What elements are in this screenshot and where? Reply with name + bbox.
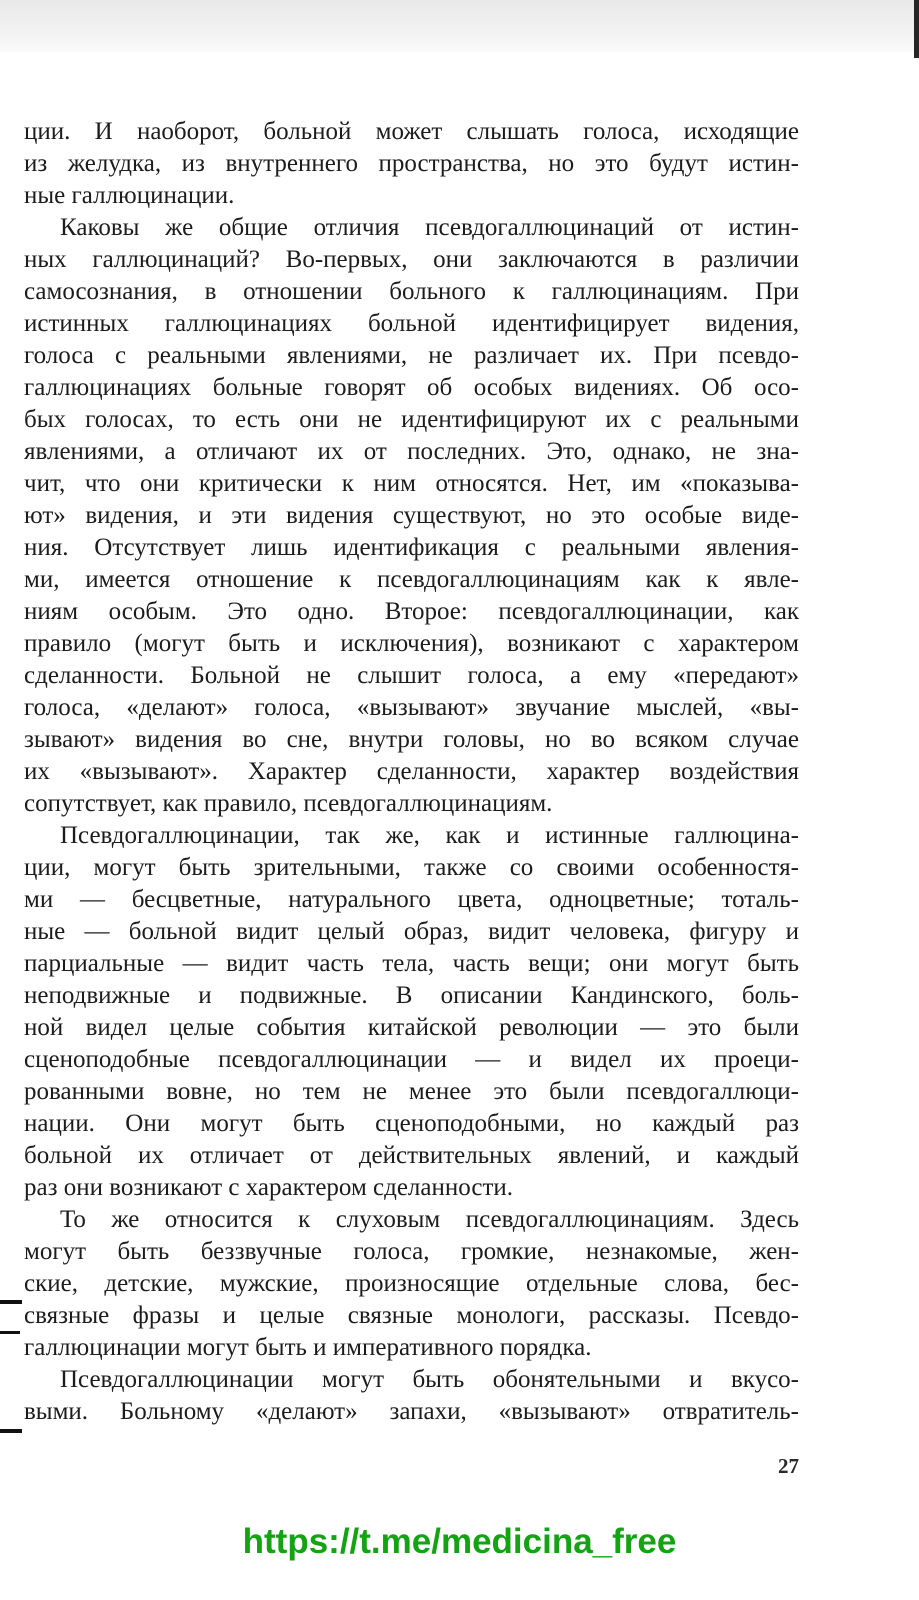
text-line: ют» видения, и эти видения существуют, но это особые виде- xyxy=(24,502,799,529)
text-line: бых голосах, то есть они не идентифицируют их с реальными xyxy=(24,406,799,433)
text-line: ми — бесцветные, натурального цвета, одноцветные; тоталь- xyxy=(24,886,799,913)
text-line: ные — больной видит целый образ, видит человека, фигуру и xyxy=(24,918,799,945)
page-body-text xyxy=(24,116,799,1428)
text-line: ции. И наоборот, больной может слышать голоса, исходящие xyxy=(24,118,799,145)
text-line: ские, детские, мужские, произносящие отдельные слова, бес- xyxy=(24,1270,799,1297)
text-line: рованными вовне, но тем не менее это были псевдогаллюци- xyxy=(24,1078,799,1105)
text-line: сценоподобные псевдогаллюцинации — и видел их проеци- xyxy=(24,1046,799,1073)
text-line: правило (могут быть и исключения), возникают с характером xyxy=(24,630,799,657)
text-line: ния. Отсутствует лишь идентификация с реальными явления- xyxy=(24,534,799,561)
text-line: галлюцинациях больные говорят об особых видениях. Об осо- xyxy=(24,374,799,401)
text-line: Псевдогаллюцинации, так же, как и истинные галлюцина- xyxy=(60,822,799,849)
text-line: ции, могут быть зрительными, также со своими особенностя- xyxy=(24,854,799,881)
text-line: истинных галлюцинациях больной идентифицирует видения, xyxy=(24,310,799,337)
text-line: выми. Больному «делают» запахи, «вызывают» отвратитель- xyxy=(24,1398,799,1425)
text-line: парциальные — видит часть тела, часть вещи; они могут быть xyxy=(24,950,799,977)
margin-mark xyxy=(0,1300,22,1304)
text-line: голоса, «делают» голоса, «вызывают» звучание мыслей, «вы- xyxy=(24,694,799,721)
text-line: явлениями, а отличают их от последних. Это, однако, не зна- xyxy=(24,438,799,465)
text-line: самосознания, в отношении больного к галлюцинациям. При xyxy=(24,278,799,305)
text-line: галлюцинации могут быть и императивного порядка. xyxy=(24,1334,592,1361)
text-line: ниям особым. Это одно. Второе: псевдогаллюцинации, как xyxy=(24,598,799,625)
text-line: голоса с реальными явлениями, не различает их. При псевдо- xyxy=(24,342,799,369)
text-line: могут быть беззвучные голоса, громкие, незнакомые, жен- xyxy=(24,1238,799,1265)
text-line: из желудка, из внутреннего пространства, но это будут истин- xyxy=(24,150,799,177)
margin-mark xyxy=(0,1331,20,1334)
text-line: зывают» видения во сне, внутри головы, но во всяком случае xyxy=(24,726,799,753)
text-line: ных галлюцинаций? Во-первых, они заключаются в различии xyxy=(24,246,799,273)
scan-top-band xyxy=(0,0,919,52)
text-line: больной их отличает от действительных явлений, и каждый xyxy=(24,1142,799,1169)
text-line: ной видел целые события китайской революции — это были xyxy=(24,1014,799,1041)
text-line: ми, имеется отношение к псевдогаллюцинациям как к явле- xyxy=(24,566,799,593)
text-line: раз они возникают с характером сделанности. xyxy=(24,1174,514,1201)
text-line: сделанности. Больной не слышит голоса, а ему «передают» xyxy=(24,662,799,689)
text-line: ные галлюцинации. xyxy=(24,182,235,209)
text-line: чит, что они критически к ним относятся. Нет, им «показыва- xyxy=(24,470,799,497)
page-number: 27 xyxy=(778,1454,799,1478)
text-line: То же относится к слуховым псевдогаллюцинациям. Здесь xyxy=(60,1206,799,1233)
text-line: Псевдогаллюцинации могут быть обонятельными и вкусо- xyxy=(60,1366,799,1393)
text-line: Каковы же общие отличия псевдогаллюцинаций от истин- xyxy=(60,214,799,241)
margin-mark xyxy=(0,1429,22,1433)
text-line: их «вызывают». Характер сделанности, характер воздействия xyxy=(24,758,799,785)
text-line: нации. Они могут быть сценоподобными, но каждый раз xyxy=(24,1110,799,1137)
text-line: связные фразы и целые связные монологи, рассказы. Псевдо- xyxy=(24,1302,799,1329)
text-line: сопутствует, как правило, псевдогаллюцинациям. xyxy=(24,790,553,817)
watermark-link[interactable]: https://t.me/medicina_free xyxy=(242,1522,677,1561)
text-line: неподвижные и подвижные. В описании Кандинского, боль- xyxy=(24,982,799,1009)
scan-page-edge xyxy=(914,0,919,58)
